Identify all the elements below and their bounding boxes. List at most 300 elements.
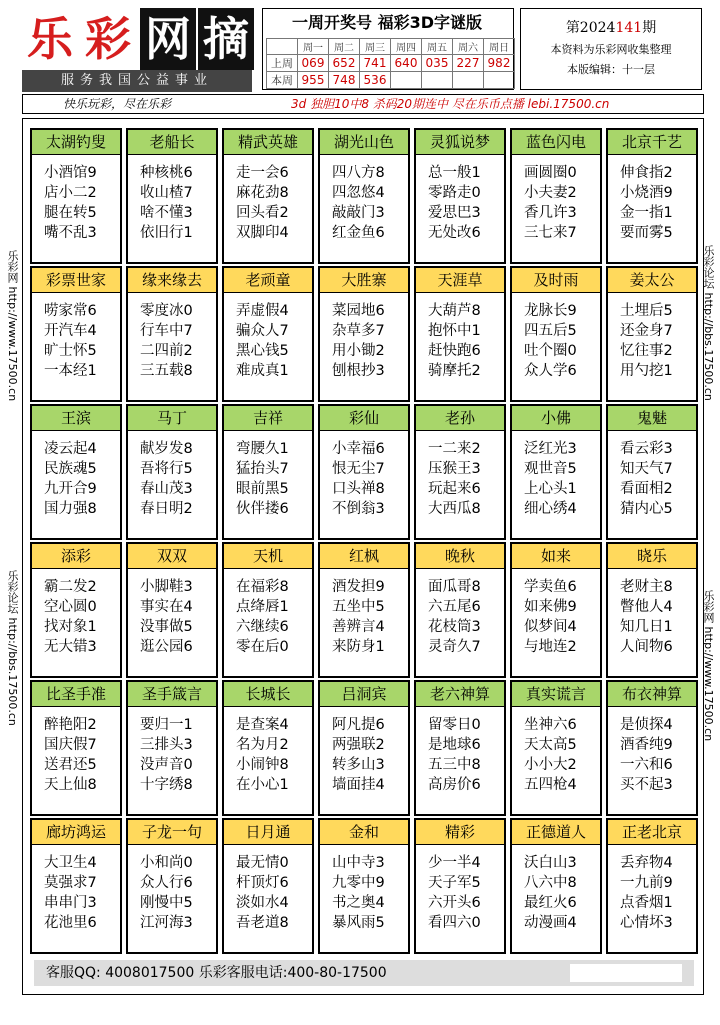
riddle-line: 献岁发8 [140,441,193,457]
issue-prefix: 第2024 [565,20,616,36]
author-name: 吉祥 [224,406,312,431]
riddle-line: 书之奥4 [332,895,385,911]
draw-number: 035 [422,55,453,72]
riddle-line: 一二来2 [428,441,481,457]
riddle-line: 猛抬头7 [236,461,289,477]
riddle-line: 五坐中5 [332,599,385,615]
riddle-line: 吾老道8 [236,915,289,931]
weekday-header: 周日 [484,39,515,55]
riddle-lines [512,845,600,933]
side-label-right-bottom: 乐彩网 http://www.17500.cn [702,590,715,742]
riddle-line: 高房价6 [428,777,481,793]
author-name: 正德道人 [512,820,600,845]
riddle-line: 小闹钟8 [236,757,289,773]
riddle-lines [512,707,600,795]
author-name: 正老北京 [608,820,696,845]
author-name: 老顽童 [224,268,312,293]
author-name: 湖光山色 [320,130,408,155]
author-name: 天涯草 [416,268,504,293]
riddle-lines [128,155,216,243]
riddle-lines [512,293,600,381]
riddle-line: 两强联2 [332,737,385,753]
riddle-cell [414,818,506,954]
riddle-lines [512,155,600,243]
author-name: 姜太公 [608,268,696,293]
riddle-cell [126,266,218,402]
riddle-line: 金一指1 [620,205,673,221]
riddle-cell [126,818,218,954]
riddle-line: 找对象1 [44,619,97,635]
side-label-right-top: 乐彩论坛 http://bbs.17500.cn [702,245,715,401]
riddle-line: 霸二发2 [44,579,97,595]
riddle-lines [320,293,408,381]
riddle-lines [320,845,408,933]
riddle-line: 泛红光3 [524,441,577,457]
riddle-line: 用小锄2 [332,343,385,359]
riddle-line: 上心头1 [524,481,577,497]
riddle-line: 坐神六6 [524,717,577,733]
banner [22,94,704,114]
riddle-line: 点绛唇1 [236,599,289,615]
riddle-lines [128,707,216,795]
author-name: 真实谎言 [512,682,600,707]
riddle-cell [510,542,602,678]
draw-number: 955 [298,72,329,89]
riddle-line: 伸食指2 [620,165,673,181]
riddle-line: 刨根抄3 [332,363,385,379]
draw-number: 652 [329,55,360,72]
banner-promo: 3d 独胆10中8 杀码20期连中 尽在乐币点播 lebi.17500.cn [291,97,610,111]
riddle-line: 回头看2 [236,205,289,221]
riddle-line: 小小大2 [524,757,577,773]
riddle-line: 酒香纯9 [620,737,673,753]
weekday-header: 周五 [422,39,453,55]
riddle-line: 山中寺3 [332,855,385,871]
riddle-cell [30,266,122,402]
issue-line [521,17,701,37]
riddle-line: 抱怀中1 [428,323,481,339]
author-name: 红枫 [320,544,408,569]
riddle-line: 逛公园6 [140,639,193,655]
riddle-line: 转多山3 [332,757,385,773]
riddle-line: 花池里6 [44,915,97,931]
riddle-line: 八六中8 [524,875,577,891]
riddle-cell [318,266,410,402]
editor-note: 本版编辑：十一层 [567,63,655,76]
riddle-line: 爱思巴3 [428,205,481,221]
riddle-line: 似梦间4 [524,619,577,635]
riddle-lines [224,155,312,243]
author-name: 老孙 [416,406,504,431]
riddle-cell [606,542,698,678]
riddle-cell [222,128,314,264]
source-note: 本资料为乐彩网收集整理 [550,43,672,56]
riddle-cell [510,266,602,402]
riddle-line: 行车中7 [140,323,193,339]
riddle-line: 来防身1 [332,639,385,655]
author-name: 日月通 [224,820,312,845]
riddle-line: 三七来7 [524,225,577,241]
riddle-cell [510,680,602,816]
weekday-header: 周二 [329,39,360,55]
draw-number: 982 [484,55,515,72]
riddle-line: 细心绣4 [524,501,577,517]
riddle-line: 忆往事2 [620,343,673,359]
riddle-line: 大卫生4 [44,855,97,871]
riddle-lines [32,155,120,243]
riddle-lines [224,431,312,519]
riddle-lines [512,431,600,519]
author-name: 晓乐 [608,544,696,569]
riddle-line: 店小二2 [44,185,97,201]
riddle-line: 瞥他人4 [620,599,673,615]
riddle-line: 点香烟1 [620,895,673,911]
author-name: 长城长 [224,682,312,707]
riddle-line: 如来佛9 [524,599,577,615]
riddle-cell [318,128,410,264]
author-name: 灵狐说梦 [416,130,504,155]
author-name: 蓝色闪电 [512,130,600,155]
riddle-line: 零度冰0 [140,303,193,319]
riddle-line: 灵奇久7 [428,639,481,655]
riddle-line: 走一会6 [236,165,289,181]
riddle-line: 一九前9 [620,875,673,891]
riddle-lines [608,707,696,795]
riddle-line: 骗众人7 [236,323,289,339]
riddle-cell [414,404,506,540]
footer-blank-box [570,964,682,982]
riddle-lines [32,293,120,381]
riddle-line: 杆顶灯6 [236,875,289,891]
riddle-line: 四五后5 [524,323,577,339]
riddle-lines [128,431,216,519]
riddle-line: 要归一1 [140,717,193,733]
weekday-header: 周六 [453,39,484,55]
riddle-line: 黑心钱5 [236,343,289,359]
riddle-line: 是地球6 [428,737,481,753]
riddle-line: 四忽悠4 [332,185,385,201]
riddle-line: 看面相2 [620,481,673,497]
riddle-line: 与地连2 [524,639,577,655]
riddle-line: 送君还5 [44,757,97,773]
draw-number: 227 [453,55,484,72]
riddle-cell [414,542,506,678]
issue-suffix: 期 [642,20,657,36]
riddle-cell [510,818,602,954]
side-label-left-top: 乐彩网 http://www.17500.cn [6,250,19,402]
riddle-lines [320,707,408,795]
author-name: 比圣手准 [32,682,120,707]
riddle-line: 最无情0 [236,855,289,871]
riddle-line: 零在后0 [236,639,289,655]
author-name: 彩票世家 [32,268,120,293]
riddle-cell [222,818,314,954]
riddle-line: 知天气7 [620,461,673,477]
riddle-lines [128,569,216,657]
riddle-line: 伙伴搂6 [236,501,289,517]
riddle-line: 唠家常6 [44,303,97,319]
riddle-cell [606,128,698,264]
riddle-line: 五四枪4 [524,777,577,793]
author-name: 王滨 [32,406,120,431]
author-name: 金和 [320,820,408,845]
riddle-lines [128,845,216,933]
riddle-cell [126,680,218,816]
author-name: 双双 [128,544,216,569]
riddle-line: 小烧酒9 [620,185,673,201]
riddle-lines [224,707,312,795]
weekday-header: 周三 [360,39,391,55]
riddle-cell [318,404,410,540]
riddle-line: 天太高5 [524,737,577,753]
riddle-line: 知几日1 [620,619,673,635]
footer-bar [34,960,694,986]
riddle-lines [416,845,504,933]
riddle-line: 无处改6 [428,225,481,241]
logo-char: 网 [140,8,196,70]
riddle-lines [224,569,312,657]
logo [22,8,252,70]
riddle-line: 口头禅8 [332,481,385,497]
riddle-line: 开汽车4 [44,323,97,339]
riddle-lines [416,431,504,519]
riddle-line: 骑摩托2 [428,363,481,379]
riddle-cell [30,818,122,954]
riddle-line: 沃白山3 [524,855,577,871]
riddle-cell [606,266,698,402]
riddle-line: 二四前2 [140,343,193,359]
author-name: 布衣神算 [608,682,696,707]
riddle-cell [606,680,698,816]
riddle-line: 双脚印4 [236,225,289,241]
contact-info: 客服QQ: 4008017500 乐彩客服电话:400-80-17500 [46,965,387,981]
riddle-cell [606,818,698,954]
riddle-line: 九开合9 [44,481,97,497]
riddle-cell [126,128,218,264]
riddle-line: 零路走0 [428,185,481,201]
draw-number: 748 [329,72,360,89]
riddle-line: 江河海3 [140,915,193,931]
riddle-line: 九零中9 [332,875,385,891]
riddle-line: 少一半4 [428,855,481,871]
author-name: 吕洞宾 [320,682,408,707]
riddle-line: 小酒馆9 [44,165,97,181]
riddle-cell [414,680,506,816]
riddle-lines [608,569,696,657]
riddle-cell [318,818,410,954]
riddle-line: 阿凡提6 [332,717,385,733]
author-name: 天机 [224,544,312,569]
riddle-lines [416,569,504,657]
riddle-lines [608,293,696,381]
riddle-line: 凌云起4 [44,441,97,457]
riddle-cell [510,404,602,540]
riddle-lines [224,293,312,381]
riddle-lines [416,293,504,381]
riddle-line: 名为月2 [236,737,289,753]
author-name: 马丁 [128,406,216,431]
riddle-cell [30,404,122,540]
riddle-lines [320,569,408,657]
riddle-line: 留零日0 [428,717,481,733]
issue-number: 141 [615,20,643,36]
riddle-lines [32,569,120,657]
riddle-line: 小脚鞋3 [140,579,193,595]
draw-number [484,72,515,89]
weekday-header: 周一 [298,39,329,55]
riddle-line: 啥不懂3 [140,205,193,221]
riddle-line: 六五尾6 [428,599,481,615]
riddle-line: 依旧行1 [140,225,193,241]
author-name: 缘来缘去 [128,268,216,293]
riddle-cell [30,542,122,678]
author-name: 圣手箴言 [128,682,216,707]
riddle-line: 在小心1 [236,777,289,793]
riddle-cell [318,680,410,816]
riddle-lines [416,707,504,795]
riddle-line: 看四六0 [428,915,481,931]
author-name: 廊坊鸿运 [32,820,120,845]
riddle-line: 春日明2 [140,501,193,517]
author-name: 晚秋 [416,544,504,569]
riddle-line: 杂草多7 [332,323,385,339]
riddle-line: 莫强求7 [44,875,97,891]
riddle-line: 三排头3 [140,737,193,753]
riddle-line: 红金鱼6 [332,225,385,241]
riddle-cell [222,404,314,540]
riddle-cell [222,542,314,678]
riddle-line: 龙脉长9 [524,303,577,319]
riddle-line: 吾将行5 [140,461,193,477]
riddle-cell [126,404,218,540]
riddle-line: 恨无尘7 [332,461,385,477]
riddle-lines [416,155,504,243]
riddle-line: 不倒翁3 [332,501,385,517]
riddle-cell [222,680,314,816]
riddle-cell [126,542,218,678]
riddle-line: 麻花劲8 [236,185,289,201]
riddle-line: 还金身7 [620,323,673,339]
riddle-line: 收山楂7 [140,185,193,201]
riddle-line: 六继续6 [236,619,289,635]
riddle-line: 没事做5 [140,619,193,635]
riddle-lines [512,569,600,657]
author-name: 彩仙 [320,406,408,431]
riddle-line: 民族魂5 [44,461,97,477]
banner-motto: 快乐玩彩，尽在乐彩 [63,97,172,111]
riddle-line: 最红火6 [524,895,577,911]
riddle-line: 三五载8 [140,363,193,379]
riddle-line: 丢弃物4 [620,855,673,871]
riddle-line: 醉艳阳2 [44,717,97,733]
riddle-cell [606,404,698,540]
riddle-line: 小和尚0 [140,855,193,871]
riddle-cell [414,266,506,402]
riddle-line: 善辨言4 [332,619,385,635]
side-label-left-bottom: 乐彩论坛 http://bbs.17500.cn [6,570,19,726]
riddle-line: 难成真1 [236,363,289,379]
riddle-line: 菜园地6 [332,303,385,319]
riddle-line: 人间物6 [620,639,673,655]
riddle-line: 观世音5 [524,461,577,477]
author-name: 子龙一句 [128,820,216,845]
riddle-line: 墙面挂4 [332,777,385,793]
riddle-line: 总一般1 [428,165,481,181]
riddle-line: 是侦探4 [620,717,673,733]
riddle-line: 大西瓜8 [428,501,481,517]
author-name: 精彩 [416,820,504,845]
riddle-line: 学卖鱼6 [524,579,577,595]
riddle-lines [32,845,120,933]
this-week-label: 本周 [267,72,298,89]
riddle-cell [30,680,122,816]
riddle-lines [608,845,696,933]
riddle-line: 国力强8 [44,501,97,517]
riddle-line: 弯腰久1 [236,441,289,457]
author-name: 小佛 [512,406,600,431]
logo-char: 乐 [27,12,73,66]
riddle-cell [318,542,410,678]
draw-number: 640 [391,55,422,72]
riddle-lines [224,845,312,933]
riddle-line: 种核桃6 [140,165,193,181]
riddle-line: 弄虚假4 [236,303,289,319]
riddle-line: 大葫芦8 [428,303,481,319]
riddle-line: 六开头6 [428,895,481,911]
draw-number [453,72,484,89]
riddle-line: 花枝筒3 [428,619,481,635]
riddle-line: 嘴不乱3 [44,225,97,241]
riddle-line: 天子军5 [428,875,481,891]
riddle-line: 没声音0 [140,757,193,773]
riddle-line: 是查案4 [236,717,289,733]
riddle-lines [32,707,120,795]
riddle-line: 一六和6 [620,757,673,773]
riddle-line: 天上仙8 [44,777,97,793]
riddle-line: 心情坏3 [620,915,673,931]
draw-number: 536 [360,72,391,89]
issue-box [520,8,702,90]
draw-results-table [266,38,515,89]
author-name: 老船长 [128,130,216,155]
riddle-line: 四八方8 [332,165,385,181]
riddle-lines [608,155,696,243]
author-name: 北京千艺 [608,130,696,155]
riddle-line: 眼前黑5 [236,481,289,497]
riddle-line: 用勺挖1 [620,363,673,379]
author-name: 大胜寨 [320,268,408,293]
riddle-line: 一本经1 [44,363,97,379]
riddle-cell [510,128,602,264]
weekday-header: 周四 [391,39,422,55]
riddle-line: 要而雾5 [620,225,673,241]
riddle-line: 看云彩3 [620,441,673,457]
riddle-line: 五三中8 [428,757,481,773]
riddle-line: 串串门3 [44,895,97,911]
riddle-lines [128,293,216,381]
author-name: 鬼魅 [608,406,696,431]
riddle-line: 旷士怀5 [44,343,97,359]
riddle-line: 画圆圈0 [524,165,577,181]
riddle-lines [32,431,120,519]
logo-char: 摘 [198,8,254,70]
riddle-line: 土埋后5 [620,303,673,319]
riddle-line: 刚慢中5 [140,895,193,911]
riddle-line: 在福彩8 [236,579,289,595]
author-name: 老六神算 [416,682,504,707]
riddle-lines [608,431,696,519]
author-name: 及时雨 [512,268,600,293]
